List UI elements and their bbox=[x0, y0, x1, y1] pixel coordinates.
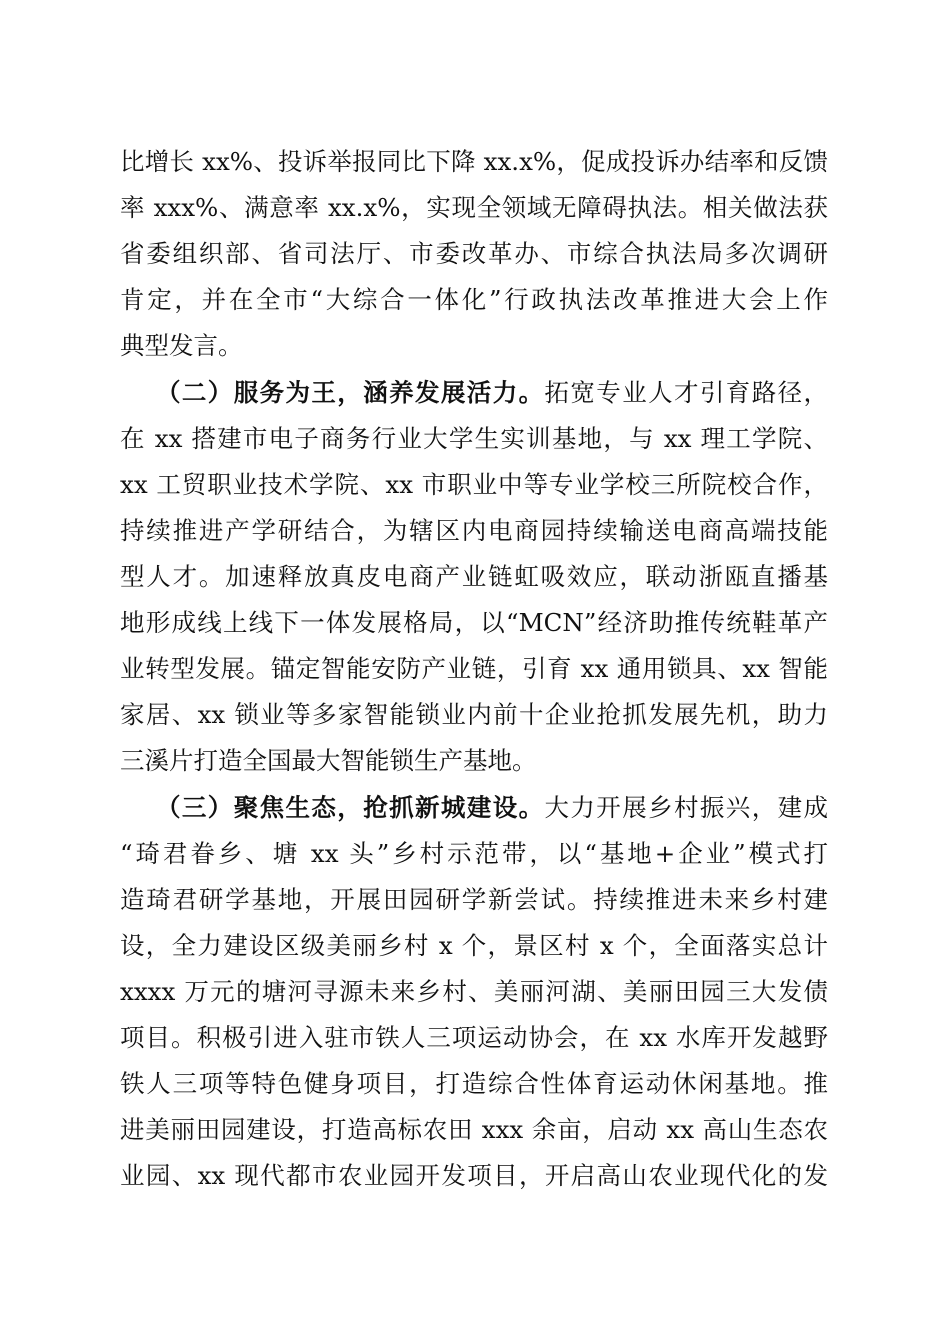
paragraph-2-line-7: 业转型发展。锚定智能安防产业链，引育 xx 通用锁具、xx 智能 bbox=[120, 654, 828, 683]
paragraph-3-line-6: 项目。积极引进入驻市铁人三项运动协会，在 xx 水库开发越野 bbox=[120, 1023, 828, 1052]
paragraph-3-heading: （三）聚焦生态，抢抓新城建设。 bbox=[156, 793, 545, 822]
paragraph-2-line-3: xx 工贸职业技术学院、xx 市职业中等专业学校三所院校合作， bbox=[120, 470, 828, 499]
paragraph-2-line-2: 在 xx 搭建市电子商务行业大学生实训基地，与 xx 理工学院、 bbox=[120, 424, 828, 453]
paragraph-3-line-3: 造琦君研学基地，开展田园研学新尝试。持续推进未来乡村建 bbox=[120, 885, 828, 914]
paragraph-2-first-line-rest: 拓宽专业人才引育路径， bbox=[544, 378, 828, 407]
paragraph-2-line-4: 持续推进产学研结合，为辖区内电商园持续输送电商高端技能 bbox=[120, 516, 828, 545]
paragraph-2-line-8: 家居、xx 锁业等多家智能锁业内前十企业抢抓发展先机，助力 bbox=[120, 700, 828, 729]
paragraph-3-line-4: 设，全力建设区级美丽乡村 x 个，景区村 x 个，全面落实总计 bbox=[120, 931, 828, 960]
paragraph-1-line-5: 典型发言。 bbox=[120, 331, 243, 360]
paragraph-1-line-3: 省委组织部、省司法厅、市委改革办、市综合执法局多次调研 bbox=[120, 239, 828, 268]
paragraph-3-first-line-rest: 大力开展乡村振兴，建成 bbox=[544, 793, 828, 822]
paragraph-2-heading: （二）服务为王，涵养发展活力。 bbox=[156, 378, 545, 407]
paragraph-2-first-line bbox=[156, 372, 828, 414]
paragraph-3-line-2: “琦君眷乡、塘 xx 头”乡村示范带，以“基地+企业”模式打 bbox=[120, 839, 828, 868]
paragraph-1-line-1: 比增长 xx%、投诉举报同比下降 xx.x%，促成投诉办结率和反馈 bbox=[120, 147, 828, 176]
paragraph-3-line-7: 铁人三项等特色健身项目，打造综合性体育运动休闲基地。推 bbox=[120, 1069, 828, 1098]
paragraph-3-first-line bbox=[156, 787, 828, 829]
paragraph-2-line-6: 地形成线上线下一体发展格局，以“MCN”经济助推传统鞋革产 bbox=[120, 608, 828, 637]
paragraph-1-line-2: 率 xxx%、满意率 xx.x%，实现全领域无障碍执法。相关做法获 bbox=[120, 193, 828, 222]
paragraph-3-line-8: 进美丽田园建设，打造高标农田 xxx 余亩，启动 xx 高山生态农 bbox=[120, 1115, 828, 1144]
paragraph-2-line-9: 三溪片打造全国最大智能锁生产基地。 bbox=[120, 746, 537, 775]
paragraph-1-line-4: 肯定，并在全市“大综合一体化”行政执法改革推进大会上作 bbox=[120, 285, 828, 314]
paragraph-2-line-5: 型人才。加速释放真皮电商产业链虹吸效应，联动浙瓯直播基 bbox=[120, 562, 828, 591]
paragraph-3-line-9: 业园、xx 现代都市农业园开发项目，开启高山农业现代化的发 bbox=[120, 1161, 828, 1190]
paragraph-3-line-5: xxxx 万元的塘河寻源未来乡村、美丽河湖、美丽田园三大发债 bbox=[120, 977, 828, 1006]
